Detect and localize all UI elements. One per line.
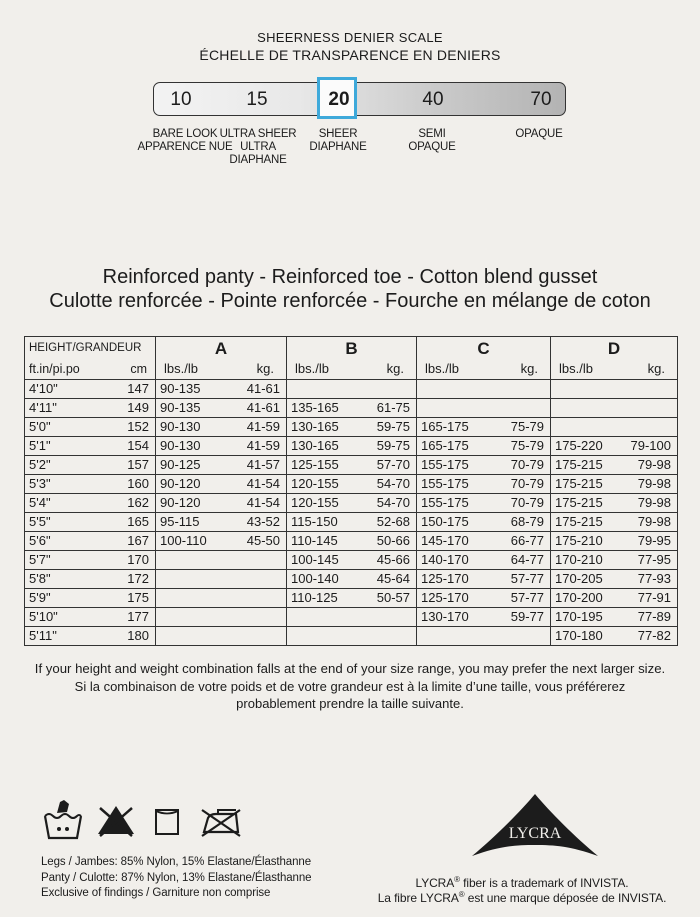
size-cell-d: 170-195 77-89	[551, 608, 678, 627]
size-cell-d: 170-210 77-95	[551, 551, 678, 570]
height-cell: 5'2" 157	[25, 456, 156, 475]
size-cell-a: 95-115 43-52	[156, 513, 287, 532]
table-header-row	[25, 337, 678, 380]
lycra-trademark-en: LYCRA® fiber is a trademark of INVISTA.	[415, 875, 629, 890]
size-cell-d	[551, 380, 678, 399]
lycra-logo	[470, 792, 600, 862]
size-d-header: D lbs./lb kg.	[551, 337, 678, 380]
height-cell: 5'4" 162	[25, 494, 156, 513]
size-cell-b: 125-155 57-70	[287, 456, 417, 475]
table-row	[25, 627, 678, 646]
denier-40: 40	[422, 89, 444, 110]
size-cell-a: 90-130 41-59	[156, 437, 287, 456]
height-cell: 5'11" 180	[25, 627, 156, 646]
size-cell-d	[551, 418, 678, 437]
size-cell-a	[156, 608, 287, 627]
size-cell-d: 175-220 79-100	[551, 437, 678, 456]
size-cell-a	[156, 589, 287, 608]
denier-70: 70	[530, 89, 552, 110]
size-cell-c: 155-175 70-79	[417, 456, 551, 475]
denier-scale-bar	[153, 82, 566, 116]
table-row	[25, 380, 678, 399]
size-cell-a: 90-135 41-61	[156, 380, 287, 399]
size-cell-c	[417, 399, 551, 418]
size-cell-b: 120-155 54-70	[287, 494, 417, 513]
size-b-header: B lbs./lb kg.	[287, 337, 417, 380]
size-cell-b: 120-155 54-70	[287, 475, 417, 494]
size-cell-c: 165-175 75-79	[417, 418, 551, 437]
size-cell-d: 175-215 79-98	[551, 456, 678, 475]
size-cell-b	[287, 380, 417, 399]
height-cell: 5'5" 165	[25, 513, 156, 532]
table-row	[25, 418, 678, 437]
height-cell: 5'8" 172	[25, 570, 156, 589]
size-cell-d	[551, 399, 678, 418]
table-row	[25, 456, 678, 475]
size-cell-c: 125-170 57-77	[417, 570, 551, 589]
size-cell-c: 155-175 70-79	[417, 475, 551, 494]
height-cell: 5'3" 160	[25, 475, 156, 494]
size-cell-c: 125-170 57-77	[417, 589, 551, 608]
denier-15: 15	[246, 89, 268, 110]
table-row	[25, 437, 678, 456]
size-cell-a: 90-130 41-59	[156, 418, 287, 437]
size-cell-a	[156, 627, 287, 646]
size-cell-b: 110-145 50-66	[287, 532, 417, 551]
scale-label-sheer: SHEER DIAPHANE	[309, 128, 367, 153]
size-cell-d: 170-200 77-91	[551, 589, 678, 608]
size-cell-d: 175-215 79-98	[551, 513, 678, 532]
height-cell: 4'11" 149	[25, 399, 156, 418]
height-cell: 5'9" 175	[25, 589, 156, 608]
composition-panty: Panty / Culotte: 87% Nylon, 13% Elastane/Élasthanne	[41, 872, 312, 884]
table-row	[25, 494, 678, 513]
size-cell-d: 170-180 77-82	[551, 627, 678, 646]
do-not-iron-icon	[198, 798, 244, 840]
composition-legs: Legs / Jambes: 85% Nylon, 15% Elastane/Élasthanne	[41, 856, 311, 868]
line-dry-icon	[152, 798, 182, 840]
scale-title-en: SHEERNESS DENIER SCALE	[257, 30, 443, 45]
table-row	[25, 513, 678, 532]
size-cell-c: 155-175 70-79	[417, 494, 551, 513]
size-cell-a: 90-125 41-57	[156, 456, 287, 475]
scale-title-fr: ÉCHELLE DE TRANSPARENCE EN DENIERS	[199, 47, 501, 63]
size-cell-a: 90-135 41-61	[156, 399, 287, 418]
table-row	[25, 589, 678, 608]
size-cell-b: 100-145 45-66	[287, 551, 417, 570]
size-cell-b	[287, 608, 417, 627]
size-cell-d: 170-205 77-93	[551, 570, 678, 589]
size-cell-a	[156, 570, 287, 589]
size-cell-a: 90-120 41-54	[156, 494, 287, 513]
scale-label-bare-look: BARE LOOK APPARENCE NUE	[137, 128, 233, 153]
features-heading-en: Reinforced panty - Reinforced toe - Cotton blend gusset	[102, 266, 598, 288]
lycra-trademark-fr: La fibre LYCRA® est une marque déposée de INVISTA.	[377, 890, 667, 905]
hand-wash-icon	[42, 798, 84, 840]
features-heading-fr: Culotte renforcée - Pointe renforcée - Fourche en mélange de coton	[49, 290, 651, 312]
size-a-header: A lbs./lb kg.	[156, 337, 287, 380]
table-row	[25, 551, 678, 570]
scale-label-ultra-sheer: ULTRA SHEER ULTRA DIAPHANE	[219, 128, 297, 166]
denier-10: 10	[170, 89, 192, 110]
height-cell: 5'0" 152	[25, 418, 156, 437]
size-note-fr-line2: probablement prendre la taille suivante.	[236, 696, 464, 711]
size-cell-b: 115-150 52-68	[287, 513, 417, 532]
size-cell-c	[417, 380, 551, 399]
table-row	[25, 608, 678, 627]
denier-20: 20	[328, 89, 350, 110]
size-cell-c: 140-170 64-77	[417, 551, 551, 570]
height-header: HEIGHT/GRANDEUR ft.in/pi.po cm	[25, 337, 156, 380]
size-cell-c: 165-175 75-79	[417, 437, 551, 456]
table-row	[25, 475, 678, 494]
height-cell: 5'1" 154	[25, 437, 156, 456]
table-row	[25, 570, 678, 589]
size-cell-b: 100-140 45-64	[287, 570, 417, 589]
height-cell: 5'10" 177	[25, 608, 156, 627]
table-row	[25, 532, 678, 551]
size-cell-b: 110-125 50-57	[287, 589, 417, 608]
size-cell-c: 130-170 59-77	[417, 608, 551, 627]
size-chart-table	[24, 336, 678, 646]
size-cell-a: 90-120 41-54	[156, 475, 287, 494]
scale-label-opaque: OPAQUE	[515, 128, 563, 140]
do-not-bleach-icon	[94, 798, 138, 840]
size-cell-a	[156, 551, 287, 570]
size-cell-c	[417, 627, 551, 646]
size-note-en: If your height and weight combination falls at the end of your size range, you may prefer the next larger size.	[34, 661, 666, 676]
size-cell-d: 175-215 79-98	[551, 494, 678, 513]
composition-findings: Exclusive of findings / Garniture non comprise	[41, 887, 271, 899]
size-cell-b: 130-165 59-75	[287, 437, 417, 456]
size-cell-d: 175-215 79-98	[551, 475, 678, 494]
height-cell: 4'10" 147	[25, 380, 156, 399]
table-row	[25, 399, 678, 418]
height-cell: 5'6" 167	[25, 532, 156, 551]
size-cell-c: 150-175 68-79	[417, 513, 551, 532]
height-cell: 5'7" 170	[25, 551, 156, 570]
size-c-header: C lbs./lb kg.	[417, 337, 551, 380]
size-cell-b: 135-165 61-75	[287, 399, 417, 418]
size-cell-b	[287, 627, 417, 646]
svg-text:LYCRA: LYCRA	[508, 825, 562, 842]
size-cell-a: 100-110 45-50	[156, 532, 287, 551]
scale-label-semi-opaque: SEMI OPAQUE	[408, 128, 456, 153]
size-note-fr-line1: Si la combinaison de votre poids et de votre grandeur est à la limite d’une taille, vous préférerez	[74, 679, 626, 694]
size-cell-b: 130-165 59-75	[287, 418, 417, 437]
size-cell-c: 145-170 66-77	[417, 532, 551, 551]
size-cell-d: 175-210 79-95	[551, 532, 678, 551]
